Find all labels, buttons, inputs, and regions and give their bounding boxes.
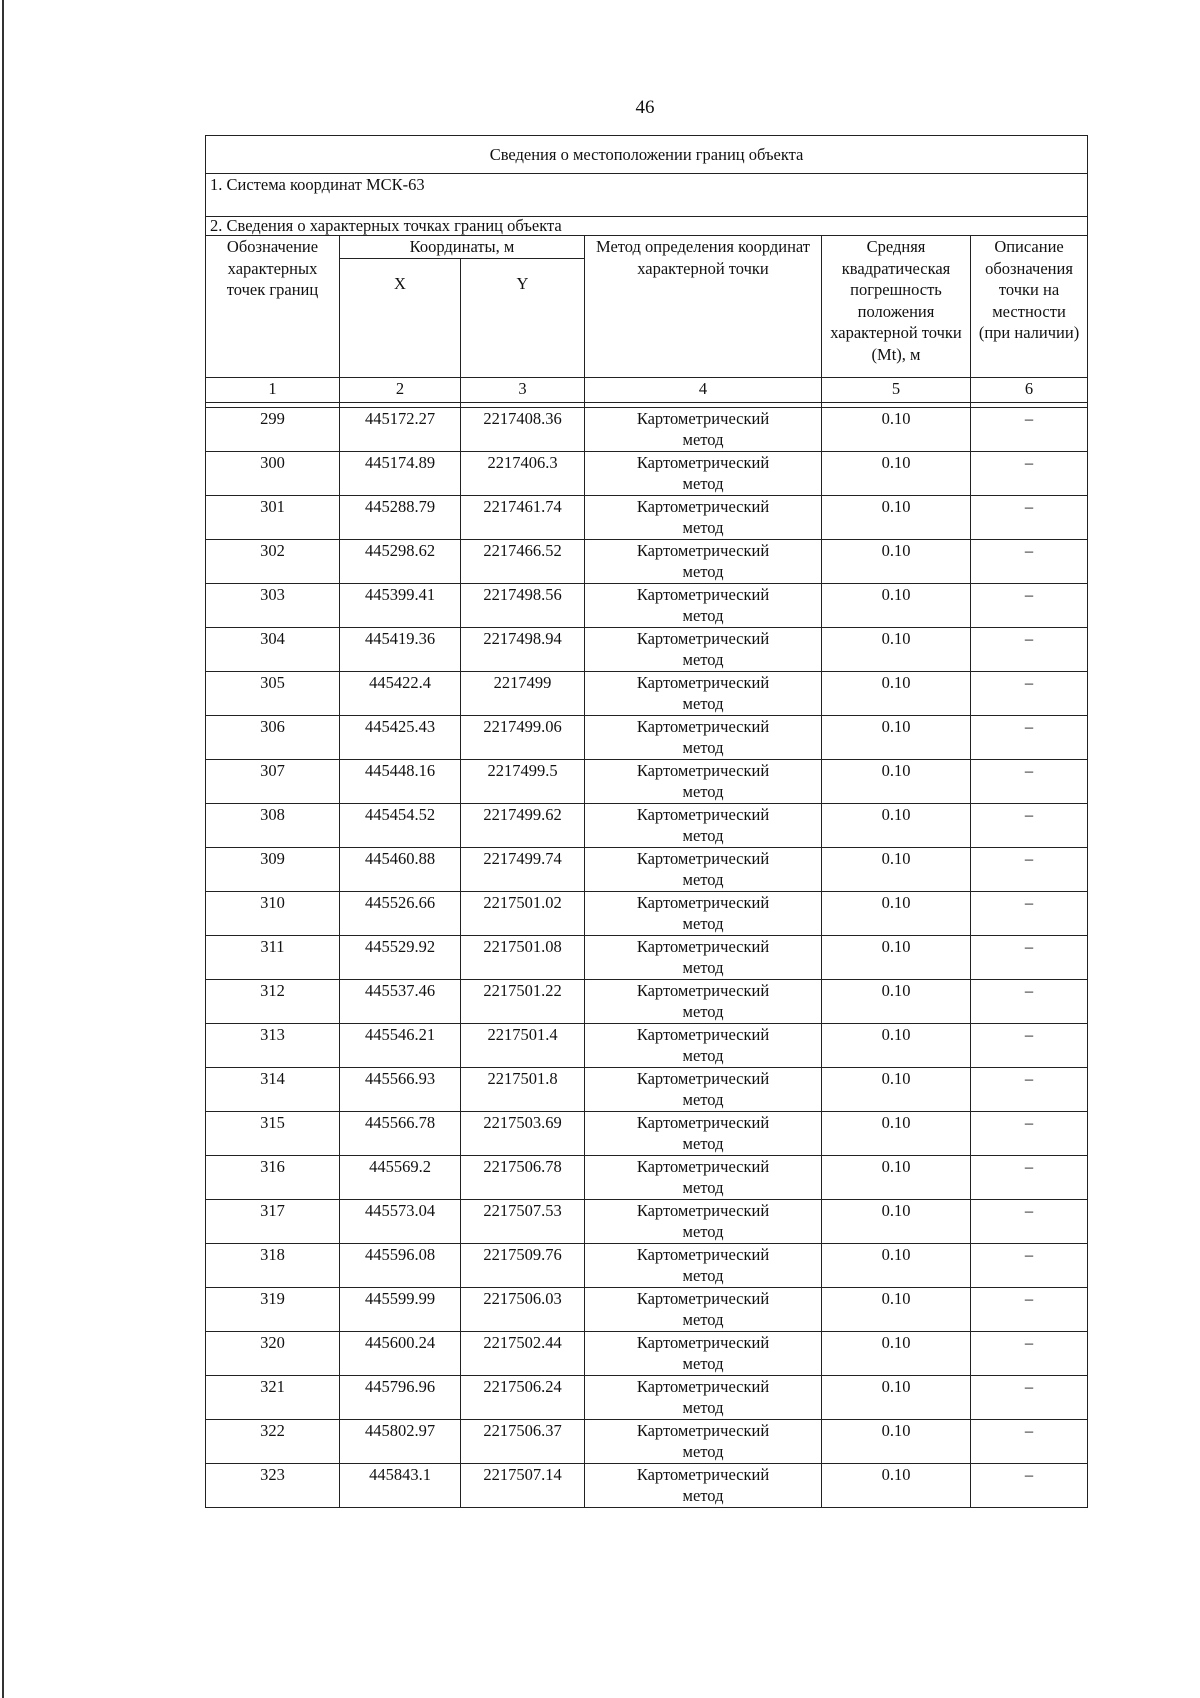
cell-y: 2217506.03	[461, 1287, 585, 1331]
cell-error: 0.10	[822, 1375, 971, 1419]
cell-point: 312	[206, 979, 340, 1023]
cell-desc: –	[971, 1463, 1088, 1507]
table-row	[206, 1375, 1088, 1419]
cell-y: 2217498.56	[461, 583, 585, 627]
table-row	[206, 627, 1088, 671]
header-method: Метод определения координат характерной точки	[585, 236, 822, 378]
cell-desc: –	[971, 1023, 1088, 1067]
cell-error: 0.10	[822, 715, 971, 759]
table-row	[206, 407, 1088, 451]
header-desc: Описание обозначения точки на местности (при наличии)	[971, 236, 1088, 378]
cell-error: 0.10	[822, 1419, 971, 1463]
header-x: X	[340, 258, 461, 377]
cell-x: 445460.88	[340, 847, 461, 891]
cell-error: 0.10	[822, 759, 971, 803]
cell-desc: –	[971, 1199, 1088, 1243]
cell-y: 2217509.76	[461, 1243, 585, 1287]
cell-method: Картометрический метод	[585, 1419, 822, 1463]
table-row	[206, 1243, 1088, 1287]
cell-y: 2217499.5	[461, 759, 585, 803]
page-number: 46	[635, 97, 655, 118]
table-row	[206, 495, 1088, 539]
cell-method: Картометрический метод	[585, 495, 822, 539]
cell-point: 311	[206, 935, 340, 979]
cell-method: Картометрический метод	[585, 451, 822, 495]
cell-method: Картометрический метод	[585, 407, 822, 451]
cell-point: 303	[206, 583, 340, 627]
column-number-6: 6	[971, 377, 1088, 402]
cell-error: 0.10	[822, 407, 971, 451]
cell-x: 445796.96	[340, 1375, 461, 1419]
cell-desc: –	[971, 847, 1088, 891]
cell-y: 2217499	[461, 671, 585, 715]
cell-y: 2217501.8	[461, 1067, 585, 1111]
cell-desc: –	[971, 1331, 1088, 1375]
cell-y: 2217466.52	[461, 539, 585, 583]
table-row	[206, 1463, 1088, 1507]
cell-desc: –	[971, 935, 1088, 979]
cell-point: 315	[206, 1111, 340, 1155]
cell-y: 2217499.06	[461, 715, 585, 759]
cell-desc: –	[971, 1243, 1088, 1287]
cell-x: 445529.92	[340, 935, 461, 979]
cell-error: 0.10	[822, 847, 971, 891]
cell-x: 445288.79	[340, 495, 461, 539]
cell-desc: –	[971, 715, 1088, 759]
cell-x: 445802.97	[340, 1419, 461, 1463]
cell-method: Картометрический метод	[585, 1155, 822, 1199]
cell-method: Картометрический метод	[585, 539, 822, 583]
cell-desc: –	[971, 759, 1088, 803]
cell-error: 0.10	[822, 803, 971, 847]
header-y: Y	[461, 258, 585, 377]
cell-desc: –	[971, 583, 1088, 627]
cell-y: 2217506.24	[461, 1375, 585, 1419]
cell-desc: –	[971, 1111, 1088, 1155]
cell-x: 445425.43	[340, 715, 461, 759]
cell-method: Картометрический метод	[585, 935, 822, 979]
cell-y: 2217499.74	[461, 847, 585, 891]
cell-point: 322	[206, 1419, 340, 1463]
cell-y: 2217498.94	[461, 627, 585, 671]
table-row	[206, 583, 1088, 627]
cell-method: Картометрический метод	[585, 847, 822, 891]
cell-desc: –	[971, 495, 1088, 539]
page-edge-line	[2, 0, 4, 1698]
cell-desc: –	[971, 979, 1088, 1023]
cell-point: 319	[206, 1287, 340, 1331]
cell-method: Картометрический метод	[585, 1287, 822, 1331]
cell-x: 445569.2	[340, 1155, 461, 1199]
cell-point: 320	[206, 1331, 340, 1375]
cell-y: 2217406.3	[461, 451, 585, 495]
table-row	[206, 759, 1088, 803]
cell-point: 321	[206, 1375, 340, 1419]
cell-x: 445596.08	[340, 1243, 461, 1287]
cell-point: 300	[206, 451, 340, 495]
cell-point: 317	[206, 1199, 340, 1243]
table-row	[206, 1111, 1088, 1155]
cell-point: 304	[206, 627, 340, 671]
cell-x: 445566.78	[340, 1111, 461, 1155]
table-row	[206, 539, 1088, 583]
cell-x: 445573.04	[340, 1199, 461, 1243]
cell-method: Картометрический метод	[585, 583, 822, 627]
cell-error: 0.10	[822, 1287, 971, 1331]
cell-x: 445399.41	[340, 583, 461, 627]
cell-x: 445172.27	[340, 407, 461, 451]
cell-method: Картометрический метод	[585, 979, 822, 1023]
table-row	[206, 935, 1088, 979]
table-row	[206, 1287, 1088, 1331]
cell-y: 2217503.69	[461, 1111, 585, 1155]
table-row	[206, 891, 1088, 935]
cell-y: 2217408.36	[461, 407, 585, 451]
cell-method: Картометрический метод	[585, 1331, 822, 1375]
cell-method: Картометрический метод	[585, 715, 822, 759]
cell-error: 0.10	[822, 1331, 971, 1375]
table-row	[206, 1155, 1088, 1199]
cell-desc: –	[971, 627, 1088, 671]
table-row	[206, 1199, 1088, 1243]
cell-point: 318	[206, 1243, 340, 1287]
cell-y: 2217506.78	[461, 1155, 585, 1199]
cell-y: 2217501.08	[461, 935, 585, 979]
cell-y: 2217507.53	[461, 1199, 585, 1243]
cell-error: 0.10	[822, 451, 971, 495]
column-number-3: 3	[461, 377, 585, 402]
cell-y: 2217501.4	[461, 1023, 585, 1067]
table-row	[206, 1023, 1088, 1067]
cell-x: 445537.46	[340, 979, 461, 1023]
cell-method: Картометрический метод	[585, 1243, 822, 1287]
table-row	[206, 803, 1088, 847]
cell-method: Картометрический метод	[585, 1023, 822, 1067]
cell-error: 0.10	[822, 671, 971, 715]
boundary-points-table	[205, 135, 1088, 1508]
cell-method: Картометрический метод	[585, 1375, 822, 1419]
cell-x: 445422.4	[340, 671, 461, 715]
cell-point: 307	[206, 759, 340, 803]
cell-point: 309	[206, 847, 340, 891]
table-row	[206, 1331, 1088, 1375]
cell-error: 0.10	[822, 1067, 971, 1111]
cell-point: 308	[206, 803, 340, 847]
cell-desc: –	[971, 451, 1088, 495]
cell-error: 0.10	[822, 935, 971, 979]
cell-point: 302	[206, 539, 340, 583]
cell-point: 314	[206, 1067, 340, 1111]
cell-x: 445419.36	[340, 627, 461, 671]
cell-point: 306	[206, 715, 340, 759]
cell-x: 445526.66	[340, 891, 461, 935]
cell-desc: –	[971, 1067, 1088, 1111]
table-row	[206, 1067, 1088, 1111]
table-row	[206, 671, 1088, 715]
cell-error: 0.10	[822, 495, 971, 539]
cell-method: Картометрический метод	[585, 803, 822, 847]
cell-desc: –	[971, 891, 1088, 935]
cell-method: Картометрический метод	[585, 1111, 822, 1155]
cell-x: 445298.62	[340, 539, 461, 583]
header-coords: Координаты, м	[340, 236, 585, 259]
cell-y: 2217501.02	[461, 891, 585, 935]
cell-point: 299	[206, 407, 340, 451]
cell-desc: –	[971, 1375, 1088, 1419]
table-row	[206, 715, 1088, 759]
column-number-2: 2	[340, 377, 461, 402]
cell-point: 313	[206, 1023, 340, 1067]
cell-x: 445843.1	[340, 1463, 461, 1507]
cell-x: 445454.52	[340, 803, 461, 847]
cell-point: 323	[206, 1463, 340, 1507]
cell-error: 0.10	[822, 627, 971, 671]
cell-x: 445599.99	[340, 1287, 461, 1331]
cell-error: 0.10	[822, 1463, 971, 1507]
cell-y: 2217499.62	[461, 803, 585, 847]
cell-x: 445600.24	[340, 1331, 461, 1375]
cell-desc: –	[971, 539, 1088, 583]
cell-point: 301	[206, 495, 340, 539]
cell-y: 2217506.37	[461, 1419, 585, 1463]
cell-y: 2217501.22	[461, 979, 585, 1023]
cell-desc: –	[971, 671, 1088, 715]
cell-desc: –	[971, 1155, 1088, 1199]
cell-point: 305	[206, 671, 340, 715]
cell-error: 0.10	[822, 891, 971, 935]
cell-error: 0.10	[822, 1199, 971, 1243]
cell-y: 2217502.44	[461, 1331, 585, 1375]
cell-error: 0.10	[822, 1155, 971, 1199]
table-title: Сведения о местоположении границ объекта	[206, 136, 1088, 174]
cell-error: 0.10	[822, 539, 971, 583]
cell-method: Картометрический метод	[585, 759, 822, 803]
column-number-1: 1	[206, 377, 340, 402]
cell-desc: –	[971, 803, 1088, 847]
cell-method: Картометрический метод	[585, 891, 822, 935]
cell-desc: –	[971, 1419, 1088, 1463]
cell-point: 310	[206, 891, 340, 935]
cell-method: Картометрический метод	[585, 1463, 822, 1507]
cell-point: 316	[206, 1155, 340, 1199]
table-row	[206, 451, 1088, 495]
header-error: Средняя квадратическая погрешность положения характерной точки (Mt), м	[822, 236, 971, 378]
column-number-5: 5	[822, 377, 971, 402]
cell-desc: –	[971, 407, 1088, 451]
table-row	[206, 847, 1088, 891]
cell-x: 445546.21	[340, 1023, 461, 1067]
table-row	[206, 979, 1088, 1023]
cell-y: 2217461.74	[461, 495, 585, 539]
coordinate-system: 1. Система координат МСК-63	[206, 174, 1088, 217]
table-row	[206, 1419, 1088, 1463]
cell-error: 0.10	[822, 1111, 971, 1155]
points-info-heading: 2. Сведения о характерных точках границ объекта	[206, 217, 1088, 236]
header-point: Обозначение характерных точек границ	[206, 236, 340, 378]
cell-x: 445174.89	[340, 451, 461, 495]
column-number-4: 4	[585, 377, 822, 402]
cell-desc: –	[971, 1287, 1088, 1331]
cell-method: Картометрический метод	[585, 1199, 822, 1243]
cell-x: 445566.93	[340, 1067, 461, 1111]
cell-error: 0.10	[822, 979, 971, 1023]
cell-method: Картометрический метод	[585, 671, 822, 715]
cell-error: 0.10	[822, 1243, 971, 1287]
cell-method: Картометрический метод	[585, 627, 822, 671]
cell-x: 445448.16	[340, 759, 461, 803]
cell-method: Картометрический метод	[585, 1067, 822, 1111]
cell-error: 0.10	[822, 583, 971, 627]
cell-y: 2217507.14	[461, 1463, 585, 1507]
cell-error: 0.10	[822, 1023, 971, 1067]
